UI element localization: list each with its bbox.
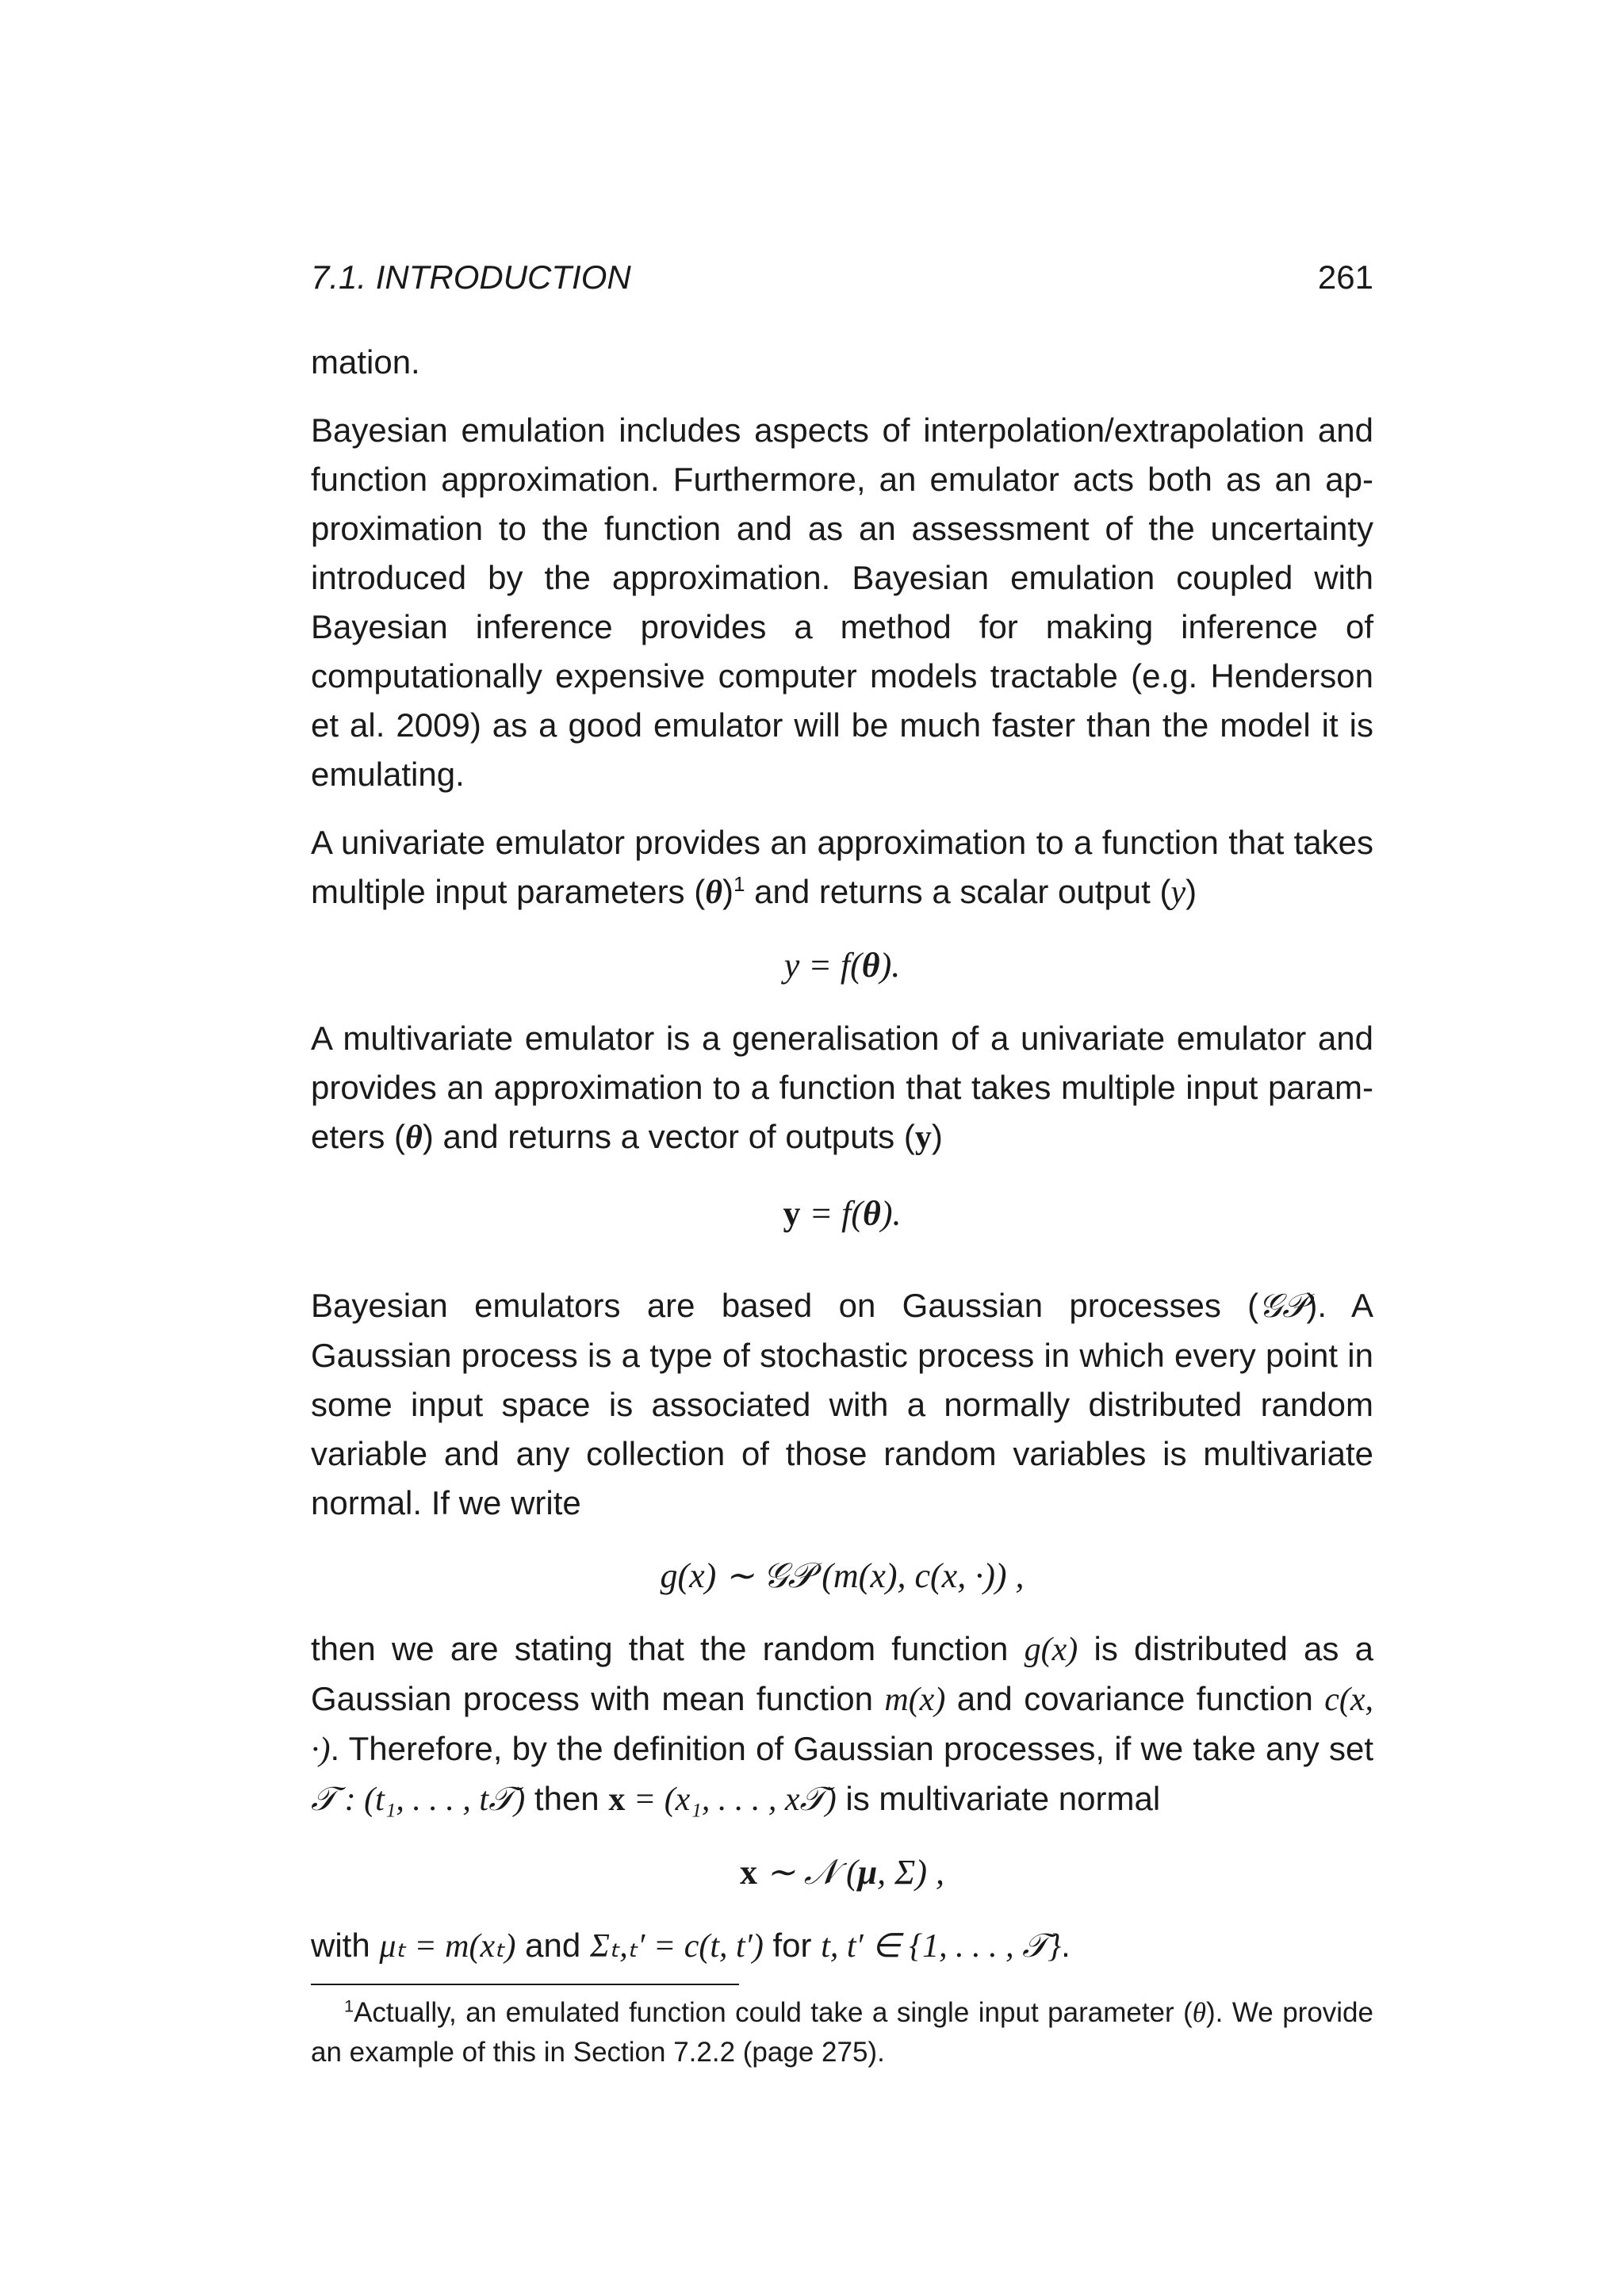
eq-rhs: ∼ 𝒩 ( xyxy=(757,1853,858,1892)
text-span: with xyxy=(311,1927,380,1964)
text-span: is distributed as a Gaussian process with mean function xyxy=(311,1630,1373,1717)
paragraph-multivariate-emulator xyxy=(311,1014,1373,1162)
math-sigma: Σₜ,ₜ′ = c(t, t′) xyxy=(589,1928,764,1965)
math-theta: θ xyxy=(1192,1997,1206,2028)
eq-lhs: x xyxy=(740,1853,758,1892)
math-theta: θ xyxy=(861,946,880,985)
text-span: A multivariate emulator is a generalisation of a univariate emulator and provides an approximation to a function that takes multiple input parameters ( xyxy=(311,1020,1373,1155)
eq-rhs: ). xyxy=(880,1194,902,1233)
paragraph-gaussian-processes xyxy=(311,1281,1373,1528)
section-title: 7.1. INTRODUCTION xyxy=(311,258,631,296)
math-set-T: 𝒯 : (t₁, . . . , t𝒯) xyxy=(311,1781,526,1818)
text-span: ) xyxy=(931,1118,943,1155)
text-span: A univariate emulator provides an approximation to a function that takes multiple input parameters ( xyxy=(311,824,1373,910)
paragraph-mean-covariance xyxy=(311,1921,1373,1971)
body-text xyxy=(311,338,1373,1971)
footnote-text: ). We provide an example of this in Section 7.2.2 (page 275). xyxy=(311,1997,1373,2068)
footnote-indent xyxy=(311,1997,344,2028)
eq-rhs: = f( xyxy=(800,1194,864,1233)
math-theta: θ xyxy=(405,1119,423,1156)
paragraph-univariate-emulator xyxy=(311,818,1373,917)
math-equals: = xyxy=(625,1781,665,1818)
eq-rhs: , Σ) , xyxy=(877,1853,944,1892)
equation-multivariate xyxy=(311,1189,1373,1238)
running-header xyxy=(311,254,1373,301)
text-span: ) xyxy=(1185,873,1197,910)
footnote-marker[interactable]: 1 xyxy=(733,872,745,896)
page-number: 261 xyxy=(1317,258,1373,296)
eq-lhs: y xyxy=(783,946,800,985)
math-mu-t: μₜ = m(xₜ) xyxy=(379,1928,516,1965)
eq-expression: g(x) ∼ 𝒢𝒫 (m(x), c(x, ·)) , xyxy=(660,1556,1025,1595)
footnote xyxy=(311,1993,1373,2072)
text-span: ) xyxy=(722,873,734,910)
text-span: is multivariate normal xyxy=(836,1780,1161,1817)
math-mu: μ xyxy=(857,1853,878,1892)
paragraph-continuation: mation. xyxy=(311,343,420,381)
text-span: ). A Gaussian process is a type of stochastic process in which every point in some input space is associated with a normally distributed random variable and any collection of those random variables is multivariate normal. If we write xyxy=(311,1287,1374,1521)
text-span: then we are stating that the random function xyxy=(311,1630,1025,1667)
page xyxy=(311,254,1373,2072)
eq-rhs: = f( xyxy=(799,946,862,985)
eq-lhs: y xyxy=(783,1194,801,1233)
equation-univariate xyxy=(311,941,1373,990)
text-span: ) and returns a vector of outputs ( xyxy=(422,1118,915,1155)
footnote-number: 1 xyxy=(344,1996,354,2016)
text-span: and covariance function xyxy=(945,1680,1325,1717)
math-index-set: t, t′ ∈ {1, . . . , 𝒯} xyxy=(821,1928,1062,1965)
text-span: . Therefore, by the definition of Gaussian processes, if we take any set xyxy=(330,1730,1373,1767)
math-theta: θ xyxy=(863,1194,881,1233)
paragraph-gp-explanation xyxy=(311,1624,1373,1824)
math-x-components: (x₁, . . . , x𝒯) xyxy=(664,1781,837,1818)
eq-rhs: ). xyxy=(879,946,901,985)
math-y: y xyxy=(1170,874,1186,911)
paragraph-bayesian-emulation: Bayesian emulation includes aspects of interpolation/extrapolation and function approximation. Furthermore, an emulator acts both as an approximation to the function and as an assessment of the uncertainty introduced by the approximation. Bayesian emulation coupled with Bayesian inference provides a method for making inference of computationally expensive computer models tractable (e.g. Henderson et al. 2009) as a good emulator will be much faster than the model it is emulating. xyxy=(311,411,1373,793)
equation-multivariate-normal xyxy=(311,1848,1373,1897)
text-span: for xyxy=(763,1927,822,1964)
text-span: Bayesian emulators are based on Gaussian processes ( xyxy=(311,1287,1259,1324)
math-y-vector: y xyxy=(914,1119,932,1156)
text-span: and returns a scalar output ( xyxy=(745,873,1171,910)
math-theta: θ xyxy=(705,874,723,911)
math-gp: 𝒢𝒫 xyxy=(1258,1288,1307,1325)
text-span: and xyxy=(515,1927,590,1964)
math-mx: m(x) xyxy=(884,1682,946,1718)
math-x-vector: x xyxy=(608,1781,626,1818)
text-span: then xyxy=(525,1780,609,1817)
math-gx: g(x) xyxy=(1024,1632,1078,1668)
footnote-divider xyxy=(311,1984,739,1985)
equation-gp-definition xyxy=(311,1552,1373,1601)
text-span: . xyxy=(1061,1927,1071,1964)
math-cx: c(x, ·) xyxy=(311,1682,1373,1768)
footnote-text: Actually, an emulated function could take a single input parameter ( xyxy=(354,1997,1193,2028)
